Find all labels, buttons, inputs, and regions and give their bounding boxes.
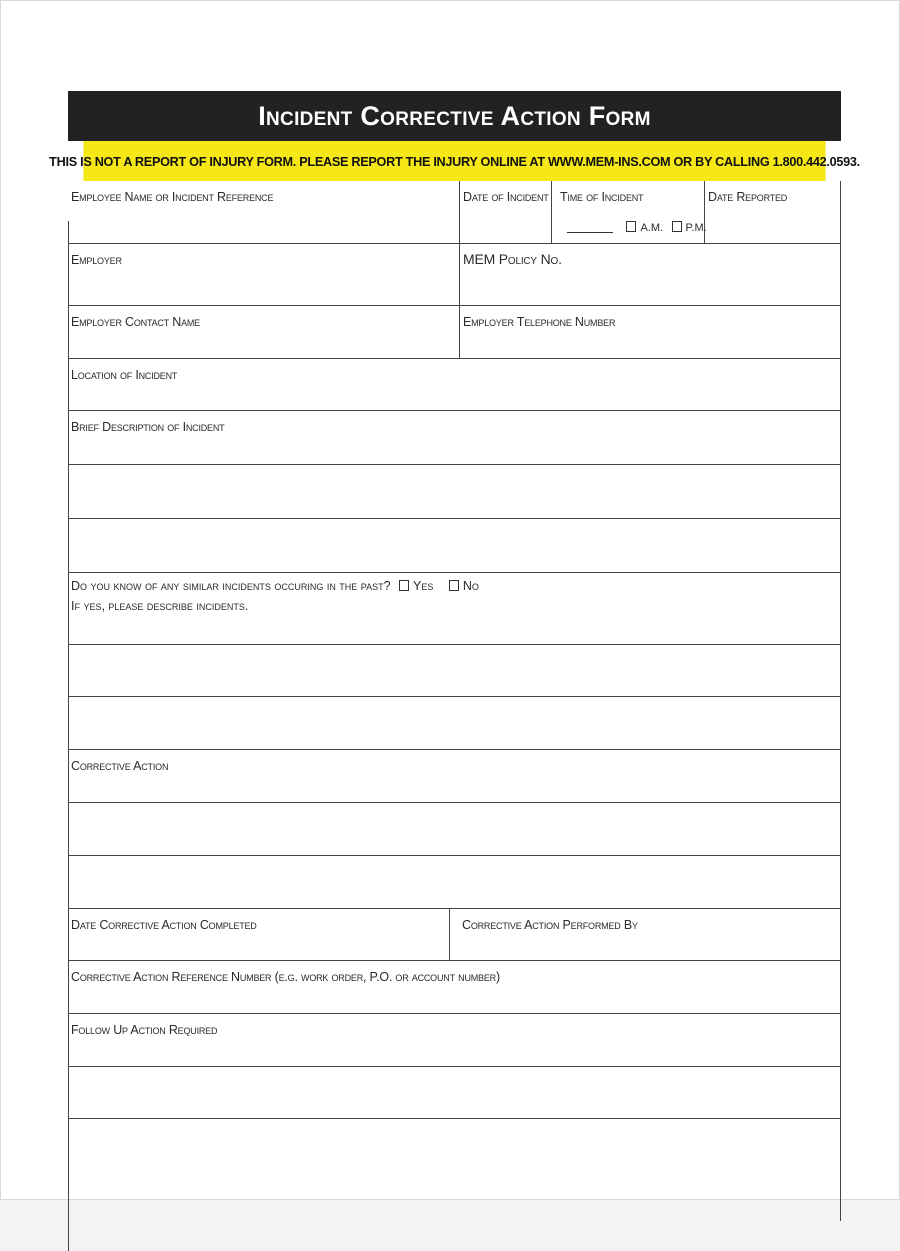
time-of-incident-field[interactable]: [551, 181, 707, 243]
description-line-3[interactable]: [68, 519, 841, 573]
corrective-action-field[interactable]: [68, 750, 841, 802]
description-line-2[interactable]: [68, 465, 841, 519]
am-checkbox[interactable]: [626, 221, 636, 232]
performed-by-field[interactable]: [449, 909, 841, 960]
row-location: [68, 359, 841, 411]
employee-name-field[interactable]: [68, 181, 459, 243]
reference-number-field[interactable]: [68, 961, 841, 1013]
follow-up-line-2[interactable]: [68, 1067, 841, 1119]
row-description: [68, 411, 841, 465]
row-employer: [68, 244, 841, 306]
pm-checkbox[interactable]: [672, 221, 682, 232]
description-field[interactable]: [68, 411, 841, 464]
date-of-incident-label: Date of Incident: [463, 190, 549, 204]
notice-banner: [49, 141, 860, 181]
mem-policy-label: MEM Policy No.: [463, 251, 562, 267]
incident-form: [49, 91, 860, 1119]
employer-phone-label: Employer Telephone Number: [463, 315, 616, 329]
performed-by-label: Corrective Action Performed By: [462, 918, 638, 932]
location-field[interactable]: [68, 359, 841, 410]
employer-contact-label: Employer Contact Name: [71, 315, 200, 329]
similar-line-2[interactable]: [68, 645, 841, 697]
form-right-border: [840, 181, 841, 1221]
date-of-incident-field[interactable]: [459, 181, 551, 243]
time-input-line[interactable]: [567, 232, 613, 233]
form-left-border: [68, 221, 69, 1251]
follow-up-label: Follow Up Action Required: [71, 1023, 218, 1037]
follow-up-field[interactable]: [68, 1014, 841, 1066]
pm-label: P.M.: [685, 222, 707, 234]
description-label: Brief Description of Incident: [71, 420, 225, 434]
similar-line-3[interactable]: [68, 697, 841, 750]
notice-text: THIS IS NOT A REPORT OF INJURY FORM. PLEASE REPORT THE INJURY ONLINE AT WWW.MEM-INS.COM OR BY CALLING 1.800.442.0593.: [49, 153, 860, 169]
time-of-incident-label: Time of Incident: [560, 190, 644, 204]
row-corrective-action: [68, 750, 841, 803]
corrective-line-3[interactable]: [68, 856, 841, 909]
mem-policy-field[interactable]: [459, 244, 841, 305]
row-reference-number: [68, 961, 841, 1014]
date-reported-field[interactable]: [704, 181, 841, 243]
similar-incidents-field: [68, 573, 841, 644]
date-reported-label: Date Reported: [708, 190, 788, 204]
reference-number-label: Corrective Action Reference Number (e.g. work order, P.O. or account number): [71, 970, 500, 984]
yes-checkbox[interactable]: [399, 580, 409, 591]
similar-question: Do you know of any similar incidents occuring in the past?: [71, 579, 391, 593]
employer-phone-field[interactable]: [459, 306, 841, 358]
yes-label: Yes: [413, 579, 434, 593]
date-completed-label: Date Corrective Action Completed: [71, 918, 257, 932]
no-label: No: [462, 579, 479, 593]
no-checkbox[interactable]: [449, 580, 459, 591]
employer-contact-field[interactable]: [68, 306, 459, 358]
row-employee: [68, 181, 841, 244]
row-similar-incidents: [68, 573, 841, 645]
location-label: Location of Incident: [71, 368, 178, 382]
am-label: A.M.: [640, 222, 664, 234]
date-completed-field[interactable]: [68, 909, 449, 960]
row-completion: [68, 909, 841, 961]
employee-name-label: Employee Name or Incident Reference: [71, 190, 274, 204]
row-follow-up: [68, 1014, 841, 1067]
form-title-bar: [68, 91, 841, 141]
similar-describe: If yes, please describe incidents.: [71, 599, 249, 613]
employer-field[interactable]: [68, 244, 459, 305]
row-employer-contact: [68, 306, 841, 359]
employer-label: Employer: [71, 253, 122, 267]
form-title: Incident Corrective Action Form: [258, 100, 651, 131]
corrective-line-2[interactable]: [68, 803, 841, 856]
corrective-action-label: Corrective Action: [71, 759, 169, 773]
